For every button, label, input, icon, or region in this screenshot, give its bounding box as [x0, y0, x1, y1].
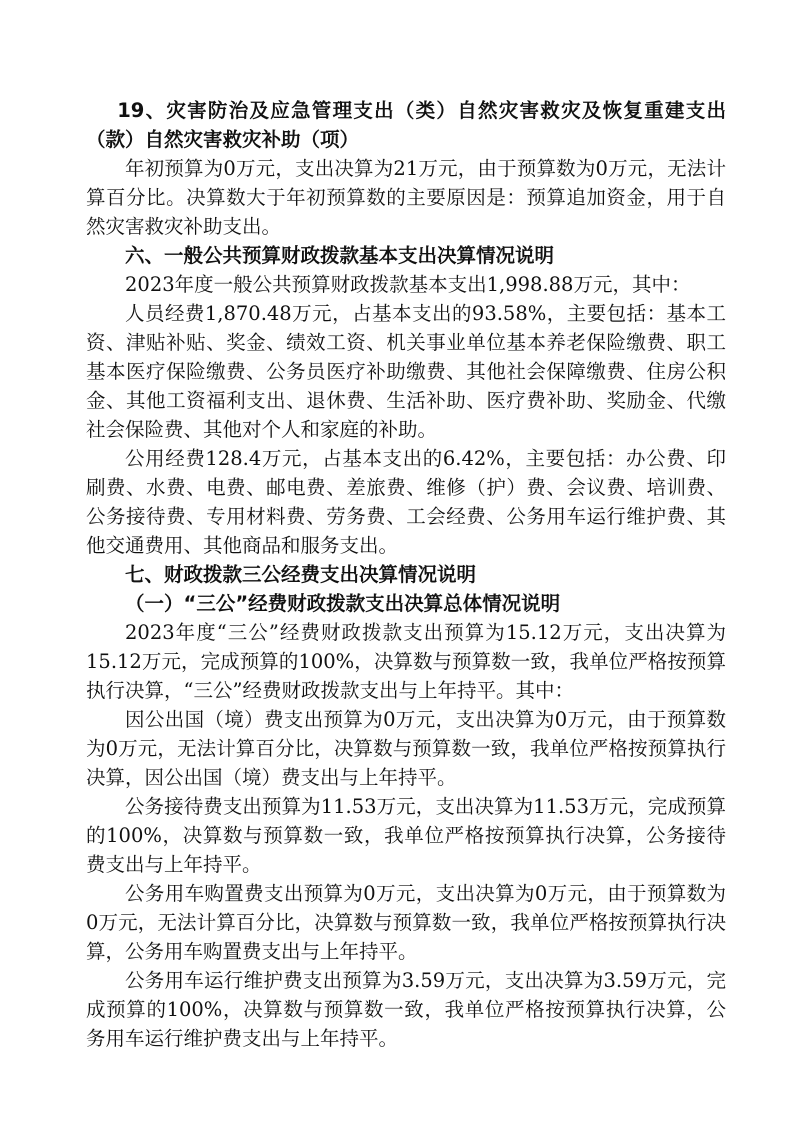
- section-19-heading: 19、灾害防治及应急管理支出（类）自然灾害救灾及恢复重建支出（款）自然灾害救灾补助（项）: [86, 99, 726, 151]
- part-7-reception-paragraph: 公务接待费支出预算为11.53万元，支出决算为11.53万元，完成预算的100%，决算数与预算数一致，我单位严格按预算执行决算，公务接待费支出与上年持平。: [86, 795, 726, 876]
- part-7-heading: 七、财政拨款三公经费支出决算情况说明: [125, 563, 477, 586]
- part-6-public-funds-paragraph: 公用经费128.4万元，占基本支出的6.42%，主要包括：办公费、印刷费、水费、电费、邮电费、差旅费、维修（护）费、会议费、培训费、公务接待费、专用材料费、劳务费、工会经费、公务用车运行维护费、其他交通费用、其他商品和服务支出。: [86, 447, 726, 557]
- part-7-abroad-paragraph: 因公出国（境）费支出预算为0万元，支出决算为0万元，由于预算数为0万元，无法计算百分比，决算数与预算数一致，我单位严格按预算执行决算，因公出国（境）费支出与上年持平。: [86, 708, 726, 789]
- document-body: [86, 96, 726, 1053]
- section-19-paragraph: 年初预算为0万元，支出决算为21万元，由于预算数为0万元，无法计算百分比。决算数大于年初预算数的主要原因是：预算追加资金，用于自然灾害救灾补助支出。: [86, 157, 726, 238]
- part-7-subheading-1: （一）“三公”经费财政拨款支出决算总体情况说明: [125, 592, 561, 615]
- part-7-vehicle-operation-paragraph: 公务用车运行维护费支出预算为3.59万元，支出决算为3.59万元，完成预算的100%，决算数与预算数一致，我单位严格按预算执行决算，公务用车运行维护费支出与上年持平。: [86, 969, 726, 1050]
- part-7-vehicle-purchase-paragraph: 公务用车购置费支出预算为0万元，支出决算为0万元，由于预算数为0万元，无法计算百分比，决算数与预算数一致，我单位严格按预算执行决算，公务用车购置费支出与上年持平。: [86, 882, 726, 963]
- part-7-overall-paragraph: 2023年度“三公”经费财政拨款支出预算为15.12万元，支出决算为15.12万元，完成预算的100%，决算数与预算数一致，我单位严格按预算执行决算，“三公”经费财政拨款支出与上年持平。其中：: [86, 621, 726, 702]
- part-6-heading: 六、一般公共预算财政拨款基本支出决算情况说明: [125, 244, 555, 267]
- part-6-summary-paragraph: 2023年度一般公共预算财政拨款基本支出1,998.88万元，其中：: [125, 273, 691, 296]
- part-6-personnel-paragraph: 人员经费1,870.48万元，占基本支出的93.58%，主要包括：基本工资、津贴补贴、奖金、绩效工资、机关事业单位基本养老保险缴费、职工基本医疗保险缴费、公务员医疗补助缴费、其他社会保障缴费、住房公积金、其他工资福利支出、退休费、生活补助、医疗费补助、奖励金、代缴社会保险费、其他对个人和家庭的补助。: [86, 302, 726, 441]
